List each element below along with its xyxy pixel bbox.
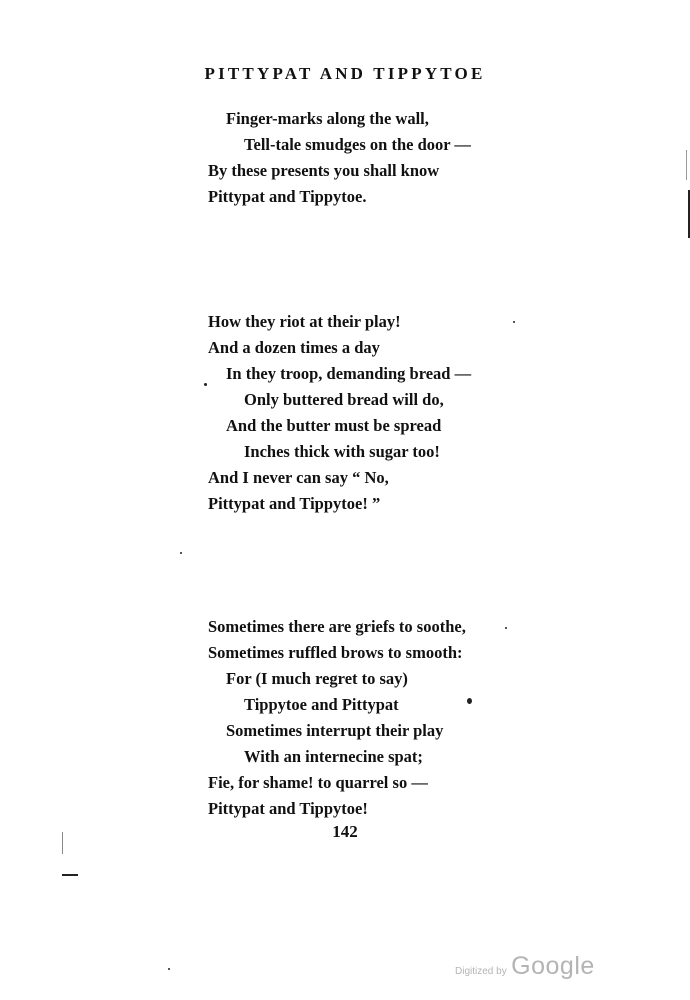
poem-line: Pittypat and Tippytoe. [208, 187, 367, 206]
poem-line: In they troop, demanding bread — [226, 364, 472, 383]
poem-line: Tippytoe and Pittypat [244, 695, 399, 714]
stanza-3 [208, 614, 528, 822]
edge-mark [62, 832, 63, 854]
poem-line: And I never can say “ No, [208, 468, 389, 487]
poem-line: And a dozen times a day [208, 338, 380, 357]
watermark-prefix: Digitized by [455, 966, 507, 977]
stanza-1 [208, 106, 528, 210]
watermark-brand: Google [511, 952, 595, 980]
edge-mark [62, 874, 78, 876]
poem-line: How they riot at their play! [208, 312, 401, 331]
poem-line: And the butter must be spread [226, 416, 442, 435]
poem-line: Sometimes there are griefs to soothe, [208, 617, 466, 636]
running-head: PITTYPAT AND TIPPYTOE [204, 64, 486, 83]
edge-mark [686, 150, 687, 180]
poem-line: Inches thick with sugar too! [244, 442, 440, 461]
poem-line: Tell-tale smudges on the door — [244, 135, 471, 154]
poem-line: By these presents you shall know [208, 161, 440, 180]
poem-line: Only buttered bread will do, [244, 390, 444, 409]
scan-speck [180, 552, 182, 554]
poem-line: Sometimes interrupt their play [226, 721, 444, 740]
poem-line: Pittypat and Tippytoe! ” [208, 494, 381, 513]
poem-line: Finger-marks along the wall, [226, 109, 429, 128]
poem-line: With an internecine spat; [244, 747, 423, 766]
digitized-watermark [455, 952, 595, 981]
poem-line: Sometimes ruffled brows to smooth: [208, 643, 463, 662]
poem-line: Pittypat and Tippytoe! [208, 799, 368, 818]
page-number: 142 [332, 822, 358, 841]
scan-speck [467, 698, 472, 704]
scan-speck [204, 383, 207, 386]
stanza-2 [208, 309, 528, 517]
scan-speck [513, 321, 515, 323]
scan-speck [505, 627, 507, 629]
scan-speck [168, 968, 170, 970]
poem-line: For (I much regret to say) [226, 669, 408, 688]
poem-line: Fie, for shame! to quarrel so — [208, 773, 428, 792]
